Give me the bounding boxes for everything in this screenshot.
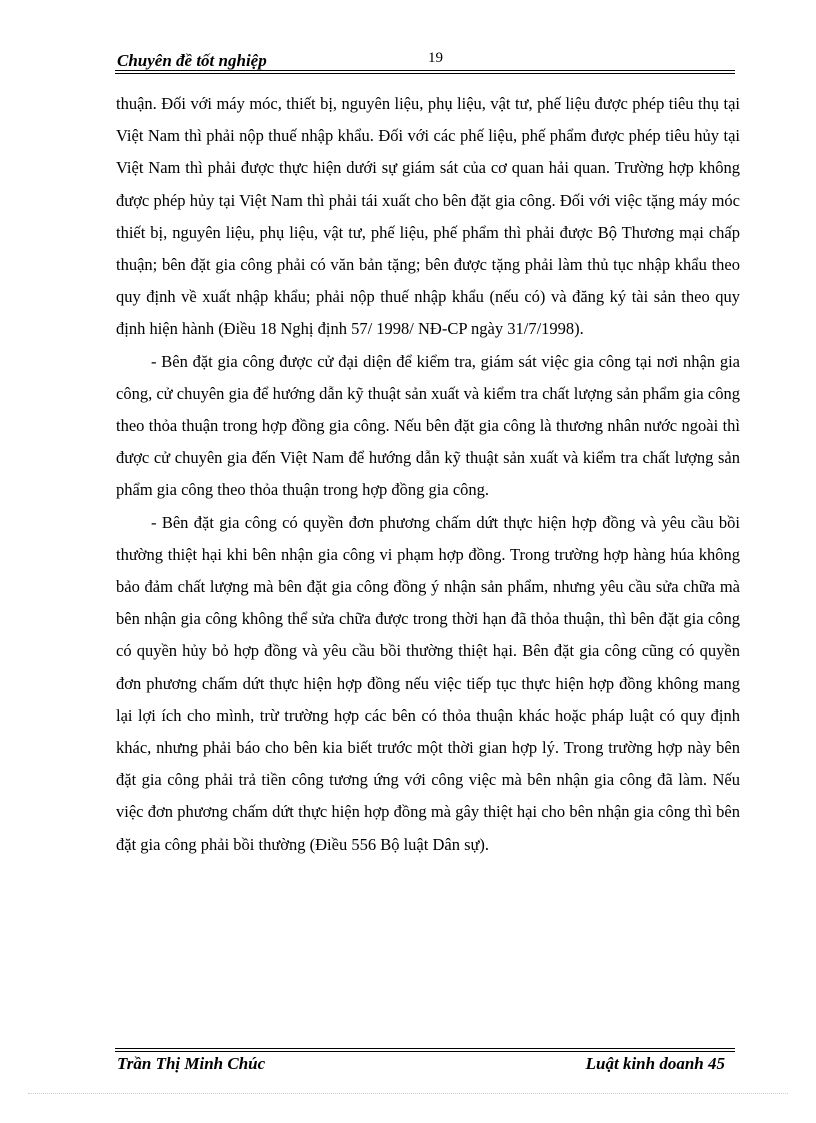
page-header — [115, 50, 735, 72]
page-edge-divider — [28, 1093, 788, 1094]
footer-author: Trần Thị Minh Chúc — [117, 1054, 266, 1073]
paragraph-termination-rights: - Bên đặt gia công có quyền đơn phương chấm dứt thực hiện hợp đồng và yêu cầu bồi thường thiệt hại khi bên nhận gia công vi phạm hợp đồng. Trong trường hợp hàng húa không bảo đảm chất lượng mà bên đặt gia công đồng ý nhận sản phẩm, nhưng yêu cầu sửa chữa mà bên nhận gia công không thể sửa chữa được trong thời hạn đã thỏa thuận, thì bên đặt gia công có quyền hủy bỏ hợp đồng và yêu cầu bồi thường thiệt hại. Bên đặt gia công cũng có quyền đơn phương chấm dứt thực hiện hợp đồng nếu việc tiếp tục thực hiện hợp đồng không mang lại lợi ích cho mình, trừ trường hợp các bên có thỏa thuận khác hoặc pháp luật có quy định khác, nhưng phải báo cho bên kia biết trước một thời gian hợp lý. Trong trường hợp này bên đặt gia công phải trả tiền công tương ứng với công việc mà bên nhận gia công đã làm. Nếu việc đơn phương chấm dứt thực hiện hợp đồng mà gây thiệt hại cho bên nhận gia công thì bên đặt gia công phải bồi thường (Điều 556 Bộ luật Dân sự). — [116, 512, 740, 854]
document-body — [116, 88, 740, 861]
page-footer — [115, 1054, 735, 1076]
footer-class: Luật kinh doanh 45 — [585, 1054, 725, 1073]
paragraph-inspection-rights: - Bên đặt gia công được cử đại diện để kiểm tra, giám sát việc gia công tại nơi nhận gia công, cử chuyên gia để hướng dẫn kỹ thuật sản xuất và kiểm tra chất lượng sản phẩm gia công theo thỏa thuận trong hợp đồng gia công. Nếu bên đặt gia công là thương nhân nước ngoài thì được cử chuyên gia đến Việt Nam để hướng dẫn kỹ thuật sản xuất và kiểm tra chất lượng sản phẩm gia công theo thỏa thuận trong hợp đồng gia công. — [116, 351, 740, 500]
page-number: 19 — [428, 50, 443, 66]
paragraph-continuation: thuận. Đối với máy móc, thiết bị, nguyên liệu, phụ liệu, vật tư, phế liệu được phép tiêu thụ tại Việt Nam thì phải nộp thuế nhập khẩu. Đối với các phế liệu, phế phẩm được phép tiêu hủy tại Việt Nam thì phải được thực hiện dưới sự giám sát của cơ quan hải quan. Trường hợp không được phép hủy tại Việt Nam thì phải tái xuất cho bên đặt gia công. Đối với việc tặng máy móc thiết bị, nguyên liệu, phụ liệu, vật tư, phế liệu, phế phẩm thì phải được Bộ Thương mại chấp thuận; bên đặt gia công phải có văn bản tặng; bên được tặng phải làm thủ tục nhập khẩu theo quy định về xuất nhập khẩu; phải nộp thuế nhập khẩu (nếu có) và đăng ký tài sản theo quy định hiện hành (Điều 18 Nghị định 57/ 1998/ NĐ-CP ngày 31/7/1998). — [116, 94, 740, 339]
header-rule — [115, 70, 735, 74]
footer-rule — [115, 1048, 735, 1052]
header-title: Chuyên đề tốt nghiệp — [117, 51, 267, 70]
